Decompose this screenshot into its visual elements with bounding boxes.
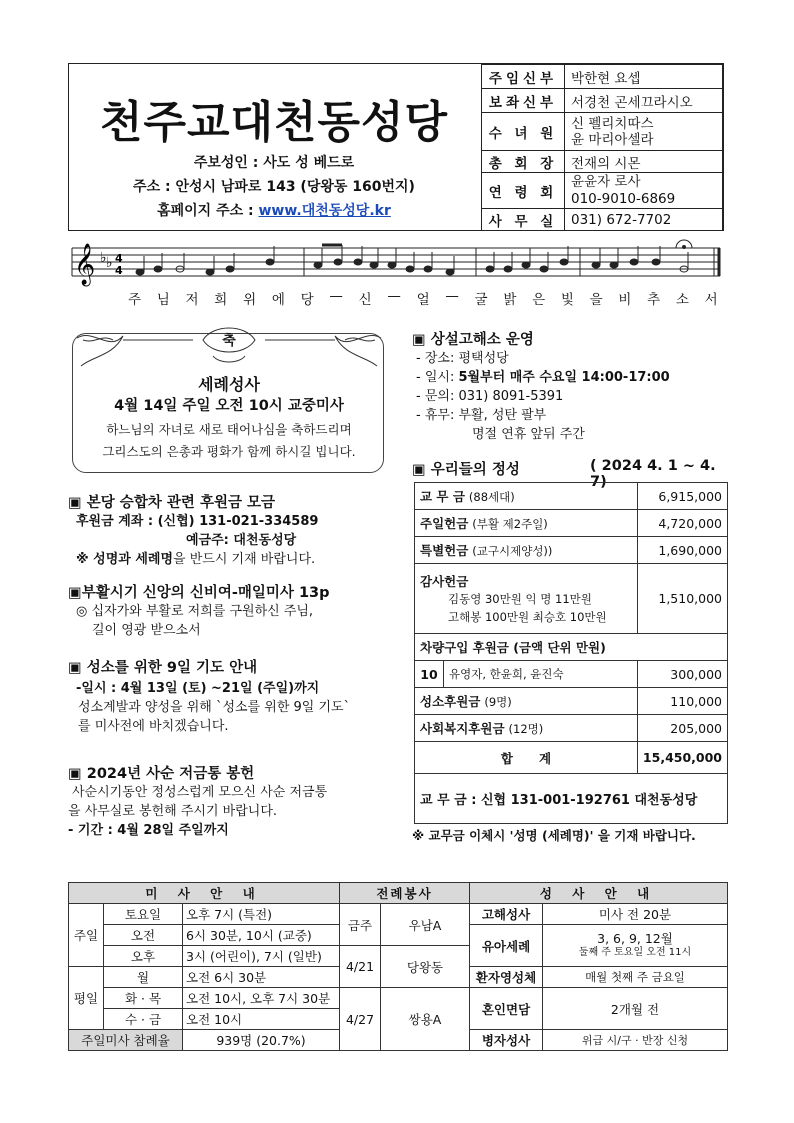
sacrament-name: 혼인면담 [470,988,543,1030]
offering-table [414,482,728,824]
offering-note: ※ 교무금 이체시 '성명 (세례명)' 을 기재 바랍니다. [412,828,696,843]
music-notation [68,238,724,288]
confession-contact: - 문의: 031) 8091-5391 [416,389,564,404]
mass-header: 미 사 안 내 [69,883,340,904]
welfare-amount: 205,000 [637,715,727,742]
mass-day: 오후 [104,946,183,967]
address-line: 주소 : 안성시 남파로 143 (당왕동 160번지) [133,179,415,195]
svg-text:♭: ♭ [106,255,113,271]
offering-sub: (교구시제양성)) [472,544,553,558]
staff-role: 사 무 실 [482,209,565,231]
offering-header [412,458,732,490]
note-emphasis: ※ 성명과 세례명 [76,552,174,567]
car-fund-label: 차량구입 후원금 (금액 단위 만원) [415,634,728,661]
offering-sub: (부활 제2주일) [472,517,548,531]
offering-account: 교 무 금 : 신협 131-001-192761 대천동성당 [415,774,728,824]
offering-label: 특별헌금 [420,543,469,558]
altar-group: 당왕동 [381,946,470,988]
novena-line2: 를 미사전에 바치겠습니다. [78,719,229,734]
easter-line1: ◎ 십자가와 부활로 저희를 구원하신 주님, [76,604,314,619]
staff-phone: 010-9010-6869 [571,190,676,207]
staff-name: 031) 672-7702 [565,209,723,231]
parish-title: 천주교대천동성당 [99,97,449,148]
lent-section [68,762,398,840]
offering-label: 교 무 금 [420,489,465,504]
altar-group: 우남A [381,904,470,946]
sacrament-info: 매월 첫째 주 금요일 [543,967,728,988]
staff-name: 박한현 요셉 [565,65,723,89]
confession-section [412,328,732,444]
svg-text:♭: ♭ [100,250,107,266]
lyric: 저 [185,292,199,308]
welfare-cell [415,715,638,742]
confession-place: - 장소: 평택성당 [416,351,509,366]
lyric: 위 [243,292,257,308]
baptism-box [72,333,384,473]
music-lyrics [128,288,718,308]
lyric: 을 [589,292,603,308]
lyric: 서 [704,292,718,308]
offering-sub: (88세대) [468,490,515,504]
car-donation-title: ▣ 본당 승합차 관련 후원금 모금 [68,495,276,511]
attendance-label: 주일미사 참례율 [69,1030,183,1051]
offering-title: ▣ 우리들의 정성 [412,462,520,478]
schedule-table [68,882,728,1051]
lyric: 굴 [474,292,488,308]
sacrament-header: 성 사 안 내 [470,883,728,904]
thanks-cell [415,564,638,634]
thanks-line1: 김동영 30만원 익 명 11만원 [448,592,592,606]
lyric: 빛 [560,292,574,308]
lyric: 에 [271,292,285,308]
sacrament-info: 위급 시/구 · 반장 신청 [543,1030,728,1051]
thanks-line2: 고해봉 100만원 최승호 10만원 [448,610,607,624]
offering-period: ( 2024 4. 1 ~ 4. 7) [590,458,716,490]
baptism-line2: 그리스도의 은총과 평화가 함께 하시길 빕니다. [102,444,356,459]
offering-amount: 6,915,000 [637,483,727,510]
homepage-label: 홈페이지 주소 : [157,203,259,219]
mass-time: 오전 10시, 오후 7시 30분 [183,988,340,1009]
welfare-sub: (12명) [508,722,544,736]
lyric: — [387,288,401,304]
header-box [68,63,724,231]
mass-time: 오후 7시 (특전) [183,904,340,925]
car-fund-names: 유영자, 한윤희, 윤진숙 [444,661,638,688]
thanks-amount: 1,510,000 [637,564,727,634]
sacrament-name: 고해성사 [470,904,543,925]
lyric: 밝 [503,292,517,308]
confession-title: ▣ 상설고해소 운영 [412,332,534,348]
sunday-label: 주일 [69,904,104,967]
staff-name: 윤윤자 로사 [571,173,641,190]
mass-time: 오전 10시 [183,1009,340,1030]
staff-table [481,64,723,231]
vocation-cell [415,688,638,715]
offering-label-cell [415,510,638,537]
car-donation-note [68,550,398,569]
lyric: 은 [532,292,546,308]
easter-section [68,581,398,640]
car-donation-section [68,491,398,569]
lent-line2: 을 사무실로 봉헌해 주시기 바랍니다. [68,804,278,819]
welfare-label: 사회복지후원금 [420,721,505,736]
staff-name-cell [565,173,723,209]
baptism-line1: 하느님의 자녀로 새로 태어나심을 축하드리며 [106,422,352,437]
thanks-label: 감사헌금 [420,574,469,589]
altar-date: 금주 [340,904,381,946]
note-rest: 을 반드시 기재 바랍니다. [173,552,316,567]
car-fund-amount: 300,000 [637,661,727,688]
confession-closed: - 휴무: 부활, 성탄 팔부 [416,408,547,423]
lent-period: - 기간 : 4월 28일 주일까지 [68,823,229,838]
lent-line1: 사순시기동안 정성스럽게 모으신 사순 저금통 [72,785,328,800]
time-value: 5월부터 매주 수요일 14:00-17:00 [458,370,670,385]
car-donation-holder: 예금주: 대천동성당 [186,533,297,548]
celebration-badge: 축 [222,333,236,349]
sacrament-info2: 둘째 주 토요일 오전 11시 [578,946,692,958]
altar-group: 쌍용A [381,988,470,1051]
lyric: 님 [156,292,170,308]
sacrament-name: 환자영성체 [470,967,543,988]
lyric: — [329,288,343,304]
attendance-value: 939명 (20.7%) [183,1030,340,1051]
svg-text:4: 4 [115,252,123,265]
offering-label-cell [415,537,638,564]
offering-label: 주일헌금 [420,516,469,531]
sacrament-info: 2개월 전 [543,988,728,1030]
staff-role: 연 령 회 [482,173,565,209]
novena-date: -일시 : 4월 13일 (토) ~21일 (주일)까지 [76,681,320,696]
lyric: 소 [675,292,689,308]
lyric: 얼 [416,292,430,308]
offering-label-cell [415,483,638,510]
lyric: 신 [358,292,372,308]
confession-closed2: 명절 연휴 앞뒤 주간 [472,427,585,442]
confession-time [412,368,732,387]
lent-title: ▣ 2024년 사순 저금통 봉헌 [68,766,255,782]
offering-amount: 4,720,000 [637,510,727,537]
altar-header: 전례봉사 [340,883,470,904]
lyric: 당 [300,292,314,308]
vocation-amount: 110,000 [637,688,727,715]
easter-title: ▣부활시기 신앙의 신비여-매일미사 13p [68,585,330,601]
treble-clef-icon: 𝄞 [74,244,96,285]
sacrament-name: 병자성사 [470,1030,543,1051]
baptism-subtitle: 4월 14일 주일 오전 10시 교중미사 [114,398,344,414]
sacrament-info: 3, 6, 9, 12월 [597,930,673,946]
lyric: 주 [128,292,142,308]
novena-section [68,656,398,736]
lyric: 추 [647,292,661,308]
novena-title: ▣ 성소를 위한 9일 기도 안내 [68,660,258,676]
altar-date: 4/27 [340,988,381,1051]
staff-name-cell [565,113,723,151]
sacrament-info-cell [543,925,728,967]
homepage-line [69,200,479,220]
novena-line1: 성소계발과 양성을 위해 `성소를 위한 9일 기도` [78,700,351,715]
mass-day: 오전 [104,925,183,946]
svg-text:4: 4 [115,264,123,277]
staff-role: 수 녀 원 [482,113,565,151]
mass-day: 토요일 [104,904,183,925]
time-label: - 일시: [416,370,459,385]
mass-day: 화 · 목 [104,988,183,1009]
vocation-label: 성소후원금 [420,694,481,709]
staff-name: 신 펠리치따스 [571,115,654,132]
total-label: 합 계 [415,742,638,774]
lyric: — [445,288,459,304]
offering-amount: 1,690,000 [637,537,727,564]
car-fund-count: 10 [415,661,444,688]
vocation-sub: (9명) [484,695,512,709]
mass-time: 3시 (어린이), 7시 (일반) [183,946,340,967]
staff-name: 전재의 시몬 [565,151,723,173]
altar-date: 4/21 [340,946,381,988]
mass-day: 월 [104,967,183,988]
staff-role: 보좌신부 [482,89,565,113]
sacrament-name: 유아세례 [470,925,543,967]
sacrament-info: 미사 전 20분 [543,904,728,925]
staff-role: 주임신부 [482,65,565,89]
staff-role: 총 회 장 [482,151,565,173]
weekday-label: 평일 [69,967,104,1030]
patron-line: 주보성인 : 사도 성 베드로 [193,155,355,171]
mass-time: 오전 6시 30분 [183,967,340,988]
mass-time: 6시 30분, 10시 (교중) [183,925,340,946]
total-amount: 15,450,000 [637,742,727,774]
staff-name: 윤 마리아셀라 [571,131,654,148]
car-donation-account: 후원금 계좌 : (신협) 131-021-334589 [76,514,319,529]
lyric: 희 [214,292,228,308]
music-staff [68,238,724,310]
lyric: 비 [618,292,632,308]
staff-name: 서경천 곤세끄라시오 [565,89,723,113]
easter-line2: 길이 영광 받으소서 [92,623,201,638]
baptism-title: 세례성사 [198,375,260,394]
mass-day: 수 · 금 [104,1009,183,1030]
homepage-link[interactable]: www.대천동성당.kr [258,203,391,219]
